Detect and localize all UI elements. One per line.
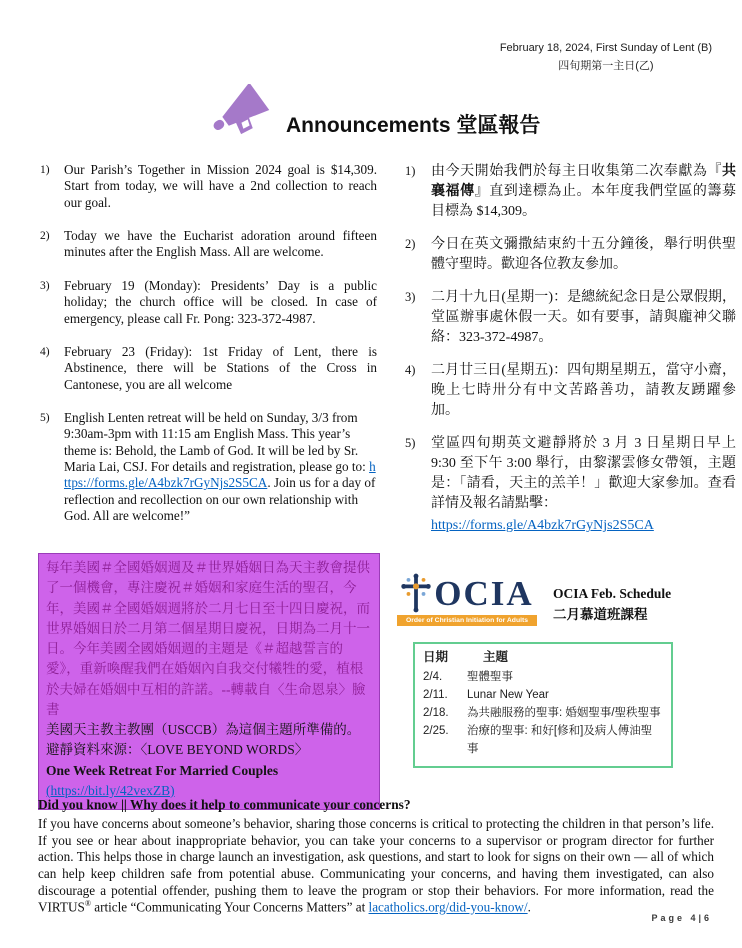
item-text-body: 堂區四旬期英文避靜將於 3 月 3 日星期日早上 9:30 至下午 3:00 舉行，由黎潔雲修女帶領，主題是：「請看，天主的羔羊！」歡迎大家參加。查看詳情及報名請點擊： xyxy=(431,436,736,512)
megaphone-icon xyxy=(210,84,276,142)
ocia-logo-banner: Order of Christian Initiation for Adults xyxy=(397,615,537,626)
list-item xyxy=(40,278,377,327)
item-text-post: 』直到達標為止。本年度我們堂區的籌募目標為 $14,309。 xyxy=(431,184,737,220)
schedule-topic: 治療的聖事: 和好[修和]及病人傅油聖事 xyxy=(467,725,653,756)
page-number: Page 4|6 xyxy=(651,913,712,923)
item-text-bold: 共襄福傳 xyxy=(431,164,736,200)
item-number: 2) xyxy=(405,237,416,252)
ocia-schedule-table xyxy=(413,642,673,768)
ocia-cross-icon xyxy=(400,572,432,614)
item-text: Today we have the Eucharist adoration around fifteen minutes after the English Mass. All are welcome. xyxy=(64,228,377,260)
list-item xyxy=(405,162,736,222)
schedule-date: 2/25. xyxy=(423,725,449,738)
table-row xyxy=(423,686,663,704)
dyk-body-1: If you have concerns about someone’s behavior, sharing those concerns is critical to protecting the children in that person’s life. If you see or hear about inappropriate behavior, you can take your concerns to a supervisor or program director for further action. This helps those in charge launch an investigation, ask questions, and start to look for signs on their own — all of which can help keep children safe from potential abuse. Communicating your concerns, and having them investigated, can also discourage a potential offender, pushing them to leave the program or stop their behaviors. For more information, read the VIRTUS xyxy=(38,816,714,915)
dyk-body-2: article “Communicating Your Concerns Matters” at xyxy=(90,899,369,915)
schedule-topic: 聖體聖事 xyxy=(467,670,513,683)
item-text xyxy=(431,162,736,222)
lenten-retreat-registration-link-chinese[interactable]: https://forms.gle/A4bzk7rGyNjs2S5CA xyxy=(431,518,654,534)
list-item xyxy=(40,162,377,211)
item-text: 今日在英文彌撒結束約十五分鐘後，舉行明供聖體守聖時。歡迎各位教友參加。 xyxy=(431,237,736,273)
did-you-know-heading: Did you know || Why does it help to communicate your concerns? xyxy=(38,797,411,812)
schedule-topic: 為共融服務的聖事: 婚姻聖事/聖秩聖事 xyxy=(467,707,661,720)
schedule-date: 2/18. xyxy=(423,707,449,720)
item-number: 1) xyxy=(405,164,416,178)
item-text-pre: 由今天開始我們於每主日收集第二次奉獻為『 xyxy=(431,164,722,179)
list-item xyxy=(40,344,377,393)
schedule-date: 2/4. xyxy=(423,670,443,683)
item-text xyxy=(431,434,736,536)
ocia-logo xyxy=(397,572,537,626)
marriage-week-box xyxy=(38,553,380,810)
dyk-body-end: . xyxy=(527,899,531,915)
item-text: February 19 (Monday): Presidents’ Day is a public holiday; the church office will be closed. In case of emergency, please call Fr. Pong: 323-372-4987. xyxy=(64,277,377,326)
page-title: Announcements 堂區報告 xyxy=(286,114,541,137)
item-number: 3) xyxy=(40,279,50,292)
registered-trademark-symbol: ® xyxy=(84,899,91,909)
did-you-know-section xyxy=(38,797,714,916)
list-item xyxy=(405,434,736,536)
list-item xyxy=(40,410,377,525)
item-number: 2) xyxy=(40,230,50,243)
retreat-title-line: One Week Retreat For Married Couples xyxy=(46,762,279,778)
ocia-schedule-heading xyxy=(553,572,671,626)
item-text: February 23 (Friday): 1st Friday of Lent, there is Abstinence, there will be Stations of the Cross in Cantonese, you are all welcome xyxy=(64,343,377,392)
lenten-retreat-registration-link[interactable]: https://forms.gle/A4bzk7rGyNjs2S5CA xyxy=(64,459,376,491)
ocia-schedule-title-en: OCIA Feb. Schedule xyxy=(553,586,672,601)
ocia-section xyxy=(397,572,671,626)
item-number: 5) xyxy=(405,436,416,451)
date-line-english: February 18, 2024, First Sunday of Lent (B) xyxy=(499,42,712,54)
item-text: 二月廿三日(星期五)：四旬期星期五，當守小齋，晚上七時卅分有中文苦路善功，請教友踴躍參加。 xyxy=(431,363,736,419)
lacatholics-did-you-know-link[interactable]: lacatholics.org/did-you-know/ xyxy=(368,899,528,915)
marriage-week-paragraph: 每年美國＃全國婚姻週及＃世界婚姻日為天主教會提供了一個機會，專注慶祝＃婚姻和家庭生活的聖召，今年，美國＃全國婚姻週將於二月七日至十四日慶祝，而世界婚姻日於二月第二個星期日慶祝，日期為二月十一日。今年美國全國婚姻週的主題是《＃超越誓言的愛》，重新喚醒我們在婚姻內自我交付犧牲的愛，植根於夫婦在婚姻中互相的許諾。--轉載自〈生命恩泉〉臉書 xyxy=(46,560,370,717)
ocia-logo-text: OCIA xyxy=(434,573,534,613)
item-number: 5) xyxy=(40,411,50,424)
married-couples-retreat-link[interactable]: (https://bit.ly/42vexZB) xyxy=(46,782,175,798)
item-number: 4) xyxy=(405,363,416,378)
usccb-line: 美國天主教主教團（USCCB）為這個主題所準備的。 xyxy=(46,722,361,737)
announcements-english xyxy=(40,162,377,541)
ocia-schedule-title-zh: 二月慕道班課程 xyxy=(553,606,648,622)
title-row xyxy=(210,84,540,142)
schedule-col-topic: 主題 xyxy=(483,650,509,664)
schedule-col-date: 日期 xyxy=(423,650,449,664)
list-item xyxy=(405,361,736,421)
item-text-before-link: English Lenten retreat will be held on Sunday, 3/3 from 9:30am-3pm with 11:15 am English Mass. This year’s theme is: Behold, the Lamb of God. It will be led by Sr. Maria Lai, CSJ. For details and registration, please go to: xyxy=(64,409,370,475)
schedule-topic: Lunar New Year xyxy=(467,688,549,701)
list-item xyxy=(40,228,377,261)
table-row xyxy=(423,722,663,758)
ocia-logo-top xyxy=(397,572,537,614)
header-date xyxy=(500,40,712,75)
item-text: 二月十九日(星期一)：是總統紀念日是公眾假期，堂區辦事處休假一天。如有要事，請與龐神父聯絡：323-372-4987。 xyxy=(431,290,736,346)
retreat-source-line: 避靜資料來源：〈LOVE BEYOND WORDS〉 xyxy=(46,742,309,758)
item-number: 1) xyxy=(40,164,50,176)
item-text: Our Parish’s Together in Mission 2024 goal is $14,309. Start from today, we will have a 2nd collection to reach our goal. xyxy=(64,162,377,210)
schedule-header-row xyxy=(423,648,663,668)
item-number: 3) xyxy=(405,290,416,305)
table-row xyxy=(423,704,663,722)
list-item xyxy=(405,288,736,348)
item-number: 4) xyxy=(40,345,50,358)
item-text xyxy=(64,410,377,525)
table-row xyxy=(423,668,663,686)
date-line-chinese: 四旬期第一主日(乙) xyxy=(558,59,654,72)
did-you-know-paragraph xyxy=(38,816,714,916)
schedule-date: 2/11. xyxy=(423,688,448,701)
item-text-after-link: . Join us for a day of reflection and recollection on our own relationship with God. All are welcome!” xyxy=(64,475,376,524)
announcements-chinese xyxy=(405,162,736,549)
list-item xyxy=(405,235,736,275)
